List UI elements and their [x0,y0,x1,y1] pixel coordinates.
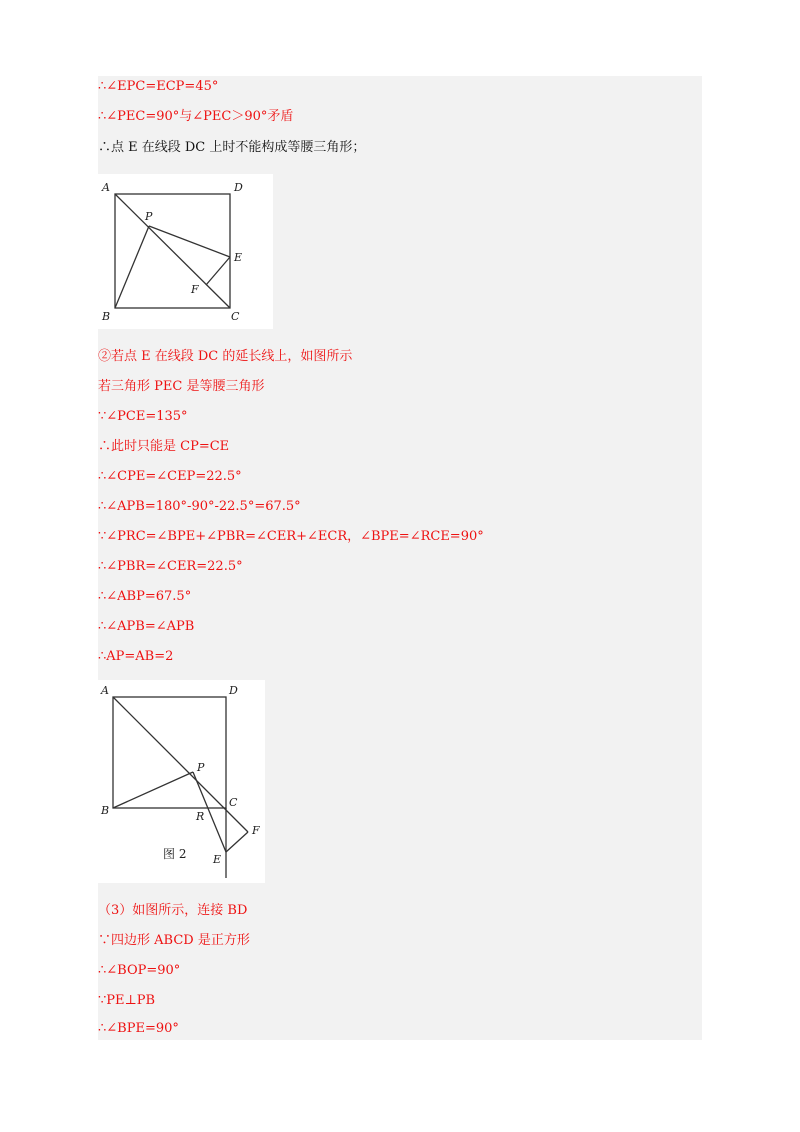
label-b: B [102,310,111,323]
label-f: F [252,824,260,837]
text-line: ∵四边形 ABCD 是正方形 [98,933,250,948]
text-line: ∴∠CPE=∠CEP=22.5° [98,469,242,484]
text-line: ∴∠BOP=90° [98,963,181,978]
label-c: C [229,796,238,809]
label-c: C [231,310,240,323]
segment-pe [149,226,230,257]
figure-caption: 图 2 [163,847,187,861]
text-line: ∵PE⊥PB [98,993,156,1008]
text-line: ∴∠PBR=∠CER=22.5° [98,559,243,574]
text-line: ∴点 E 在线段 DC 上时不能构成等腰三角形； [98,140,366,155]
label-p: P [197,761,205,774]
text-line: ∴∠BPE=90° [98,1021,179,1036]
text-line: 若三角形 PEC 是等腰三角形 [98,379,265,394]
figure-2-diagram [98,680,265,883]
text-line: ∴∠APB=180°-90°-22.5°=67.5° [98,499,301,514]
label-b: B [101,804,110,817]
text-line: （3）如图所示，连接 BD [98,903,248,918]
segment-ef [226,832,248,852]
segment-ef [206,257,230,285]
figure-2 [98,680,265,883]
text-line: ∵∠PRC=∠BPE+∠PBR=∠CER+∠ECR，∠BPE=∠RCE=90° [98,529,484,544]
label-e: E [213,853,222,866]
text-line: ∴∠PEC=90°与∠PEC＞90°矛盾 [98,109,294,124]
segment-bp [113,772,193,808]
segment-bp [115,226,149,308]
figure-1 [98,174,273,329]
text-line: ∴∠ABP=67.5° [98,589,192,604]
label-a: A [101,684,109,697]
label-d: D [229,684,238,697]
label-a: A [102,181,110,194]
text-line: ∴∠EPC=ECP=45° [98,79,219,94]
text-line: ∵∠PCE=135° [98,409,188,424]
label-r: R [196,810,205,823]
label-p: P [145,210,153,223]
diagonal-ac-extended [113,697,248,832]
label-f: F [191,283,199,296]
label-d: D [234,181,243,194]
text-line: ∴此时只能是 CP=CE [98,439,230,454]
text-line: ②若点 E 在线段 DC 的延长线上，如图所示 [98,349,353,364]
text-line: ∴∠APB=∠APB [98,619,195,634]
text-line: ∴AP=AB=2 [98,649,174,664]
label-e: E [234,251,243,264]
figure-1-diagram [98,174,273,329]
